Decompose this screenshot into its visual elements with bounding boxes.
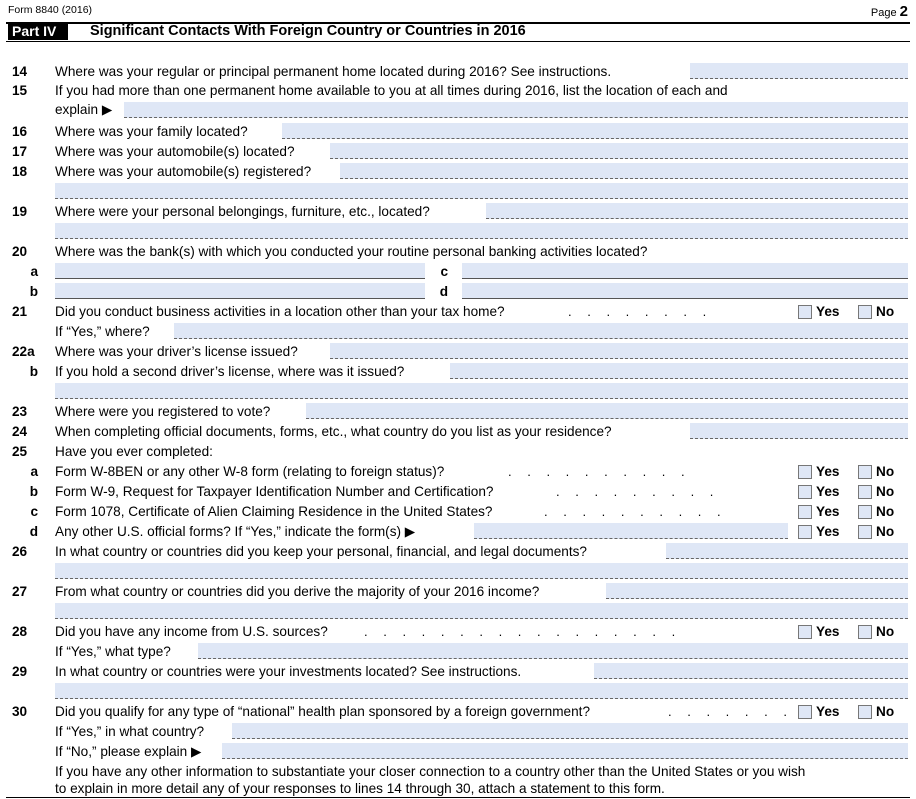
line-27-number: 27 bbox=[12, 584, 28, 599]
closing-text-2: to explain in more detail any of your responses to lines 14 through 30, attach a statement to this form. bbox=[55, 781, 665, 796]
line-20a-label: a bbox=[30, 264, 38, 279]
line-24-number: 24 bbox=[12, 424, 28, 439]
line-26-input[interactable] bbox=[666, 543, 908, 559]
line-30-country-input[interactable] bbox=[232, 723, 908, 739]
line-25b-label: b bbox=[29, 484, 38, 499]
line-20b-input[interactable] bbox=[55, 283, 425, 299]
line-28-yes-label: Yes bbox=[816, 624, 840, 639]
line-25b-yes-checkbox[interactable] bbox=[798, 485, 812, 499]
line-24-text: When completing official documents, forms, etc., what country do you list as your residence? bbox=[55, 424, 612, 439]
line-21-no-checkbox[interactable] bbox=[858, 305, 872, 319]
page-number: 2 bbox=[899, 3, 908, 20]
line-28-leader-dots: . . . . . . . . . . . . . . . . . bbox=[364, 624, 682, 639]
line-17-text: Where was your automobile(s) located? bbox=[55, 144, 295, 159]
line-20c-label: c bbox=[440, 264, 448, 279]
line-29-input-2[interactable] bbox=[55, 683, 908, 699]
line-30-number: 30 bbox=[12, 704, 28, 719]
line-14-input[interactable] bbox=[690, 63, 908, 79]
line-28-ifyes-text: If “Yes,” what type? bbox=[55, 644, 171, 659]
line-25c-text: Form 1078, Certificate of Alien Claiming Residence in the United States? bbox=[55, 504, 493, 519]
line-19-input[interactable] bbox=[486, 203, 908, 219]
line-14-number: 14 bbox=[12, 64, 28, 79]
line-25c-yes-label: Yes bbox=[816, 504, 840, 519]
line-20a-input[interactable] bbox=[55, 263, 425, 279]
line-14-text: Where was your regular or principal permanent home located during 2016? See instructions. bbox=[55, 64, 612, 79]
line-26-text: In what country or countries did you keep your personal, financial, and legal documents? bbox=[55, 544, 587, 559]
page-indicator bbox=[871, 3, 908, 20]
line-28-no-checkbox[interactable] bbox=[858, 625, 872, 639]
line-25c-no-checkbox[interactable] bbox=[858, 505, 872, 519]
line-25b-yes-label: Yes bbox=[816, 484, 840, 499]
part-title: Significant Contacts With Foreign Country or Countries in 2016 bbox=[90, 23, 526, 39]
line-25a-leader-dots: . . . . . . . . . . bbox=[508, 464, 691, 479]
line-22b-input-2[interactable] bbox=[55, 383, 908, 399]
line-25c-label: c bbox=[30, 504, 38, 519]
line-20d-input[interactable] bbox=[462, 283, 908, 299]
line-30-leader-dots: . . . . . . . bbox=[668, 704, 793, 719]
line-15-text-2: explain ▶ bbox=[55, 102, 113, 117]
line-18-number: 18 bbox=[12, 164, 28, 179]
line-28-no-label: No bbox=[876, 624, 895, 639]
line-30-explain-input[interactable] bbox=[222, 743, 908, 759]
line-22b-input[interactable] bbox=[450, 363, 908, 379]
line-25d-no-label: No bbox=[876, 524, 895, 539]
line-30-no-label: No bbox=[876, 704, 895, 719]
line-25d-label: d bbox=[29, 524, 38, 539]
line-25d-forms-input[interactable] bbox=[474, 523, 788, 539]
line-21-no-label: No bbox=[876, 304, 895, 319]
line-27-input[interactable] bbox=[606, 583, 908, 599]
line-30-ifyes-text: If “Yes,” in what country? bbox=[55, 724, 205, 739]
line-25b-leader-dots: . . . . . . . . . bbox=[556, 484, 720, 499]
line-25d-yes-label: Yes bbox=[816, 524, 840, 539]
line-25d-no-checkbox[interactable] bbox=[858, 525, 872, 539]
line-25d-text: Any other U.S. official forms? If “Yes,” indicate the form(s) ▶ bbox=[55, 524, 416, 539]
line-25d-yes-checkbox[interactable] bbox=[798, 525, 812, 539]
line-20-text: Where was the bank(s) with which you conducted your routine personal banking activities located? bbox=[55, 244, 648, 259]
line-30-yes-checkbox[interactable] bbox=[798, 705, 812, 719]
line-18-input[interactable] bbox=[340, 163, 908, 179]
line-27-input-2[interactable] bbox=[55, 603, 908, 619]
line-16-text: Where was your family located? bbox=[55, 124, 248, 139]
line-28-text: Did you have any income from U.S. sources? bbox=[55, 624, 328, 639]
line-25-text: Have you ever completed: bbox=[55, 444, 213, 459]
line-25c-leader-dots: . . . . . . . . . . bbox=[544, 504, 727, 519]
line-25a-text: Form W-8BEN or any other W-8 form (relating to foreign status)? bbox=[55, 464, 445, 479]
line-25-number: 25 bbox=[12, 444, 28, 459]
line-27-text: From what country or countries did you derive the majority of your 2016 income? bbox=[55, 584, 540, 599]
line-21-yes-checkbox[interactable] bbox=[798, 305, 812, 319]
page-label: Page bbox=[870, 7, 897, 19]
line-28-number: 28 bbox=[12, 624, 28, 639]
line-19-number: 19 bbox=[12, 204, 28, 219]
closing-text-1: If you have any other information to substantiate your closer connection to a country other than the United States or you wish bbox=[55, 764, 806, 779]
line-19-text: Where were your personal belongings, furniture, etc., located? bbox=[55, 204, 430, 219]
form-label: Form 8840 (2016) bbox=[8, 4, 93, 16]
line-22b-label: b bbox=[29, 364, 38, 379]
line-20-number: 20 bbox=[12, 244, 28, 259]
line-26-input-2[interactable] bbox=[55, 563, 908, 579]
line-23-number: 23 bbox=[12, 404, 28, 419]
line-21-text: Did you conduct business activities in a location other than your tax home? bbox=[55, 304, 505, 319]
line-29-number: 29 bbox=[12, 664, 28, 679]
line-20d-label: d bbox=[439, 284, 448, 299]
line-21-ifyes-text: If “Yes,” where? bbox=[55, 324, 150, 339]
line-19-input-2[interactable] bbox=[55, 223, 908, 239]
line-25c-no-label: No bbox=[876, 504, 895, 519]
line-22a-text: Where was your driver’s license issued? bbox=[55, 344, 298, 359]
line-22a-number: 22a bbox=[12, 344, 35, 359]
line-22a-input[interactable] bbox=[330, 343, 908, 359]
line-18-text: Where was your automobile(s) registered? bbox=[55, 164, 312, 179]
line-20c-input[interactable] bbox=[462, 263, 908, 279]
line-29-input[interactable] bbox=[594, 663, 908, 679]
line-18-input-2[interactable] bbox=[55, 183, 908, 199]
line-20b-label: b bbox=[29, 284, 38, 299]
line-21-leader-dots: . . . . . . . . bbox=[568, 304, 713, 319]
line-25a-yes-label: Yes bbox=[816, 464, 840, 479]
line-30-no-checkbox[interactable] bbox=[858, 705, 872, 719]
line-25c-yes-checkbox[interactable] bbox=[798, 505, 812, 519]
line-16-input[interactable] bbox=[282, 123, 908, 139]
line-24-input[interactable] bbox=[690, 423, 908, 439]
line-30-text: Did you qualify for any type of “national” health plan sponsored by a foreign government? bbox=[55, 704, 591, 719]
line-21-where-input[interactable] bbox=[174, 323, 908, 339]
line-21-number: 21 bbox=[12, 304, 28, 319]
part-label: Part IV bbox=[8, 23, 68, 40]
line-25a-no-checkbox[interactable] bbox=[858, 465, 872, 479]
line-17-input[interactable] bbox=[330, 143, 908, 159]
line-25a-no-label: No bbox=[876, 464, 895, 479]
line-28-type-input[interactable] bbox=[198, 643, 908, 659]
line-25a-yes-checkbox[interactable] bbox=[798, 465, 812, 479]
line-15-number: 15 bbox=[12, 83, 28, 98]
line-16-number: 16 bbox=[12, 124, 28, 139]
line-23-text: Where were you registered to vote? bbox=[55, 404, 271, 419]
line-17-number: 17 bbox=[12, 144, 28, 159]
line-25b-no-checkbox[interactable] bbox=[858, 485, 872, 499]
bottom-rule bbox=[6, 797, 910, 798]
line-26-number: 26 bbox=[12, 544, 28, 559]
line-21-yes-label: Yes bbox=[816, 304, 840, 319]
line-25b-no-label: No bbox=[876, 484, 895, 499]
line-15-text: If you had more than one permanent home available to you at all times during 2016, list the location of each and bbox=[55, 83, 728, 98]
line-29-text: In what country or countries were your investments located? See instructions. bbox=[55, 664, 522, 679]
line-28-yes-checkbox[interactable] bbox=[798, 625, 812, 639]
line-30-ifno-text: If “No,” please explain ▶ bbox=[55, 744, 202, 759]
line-25b-text: Form W-9, Request for Taxpayer Identification Number and Certification? bbox=[55, 484, 494, 499]
line-25a-label: a bbox=[30, 464, 38, 479]
part-rule bbox=[6, 41, 910, 42]
line-22b-text: If you hold a second driver’s license, where was it issued? bbox=[55, 364, 405, 379]
line-23-input[interactable] bbox=[306, 403, 908, 419]
line-15-input[interactable] bbox=[124, 102, 908, 118]
line-30-yes-label: Yes bbox=[816, 704, 840, 719]
